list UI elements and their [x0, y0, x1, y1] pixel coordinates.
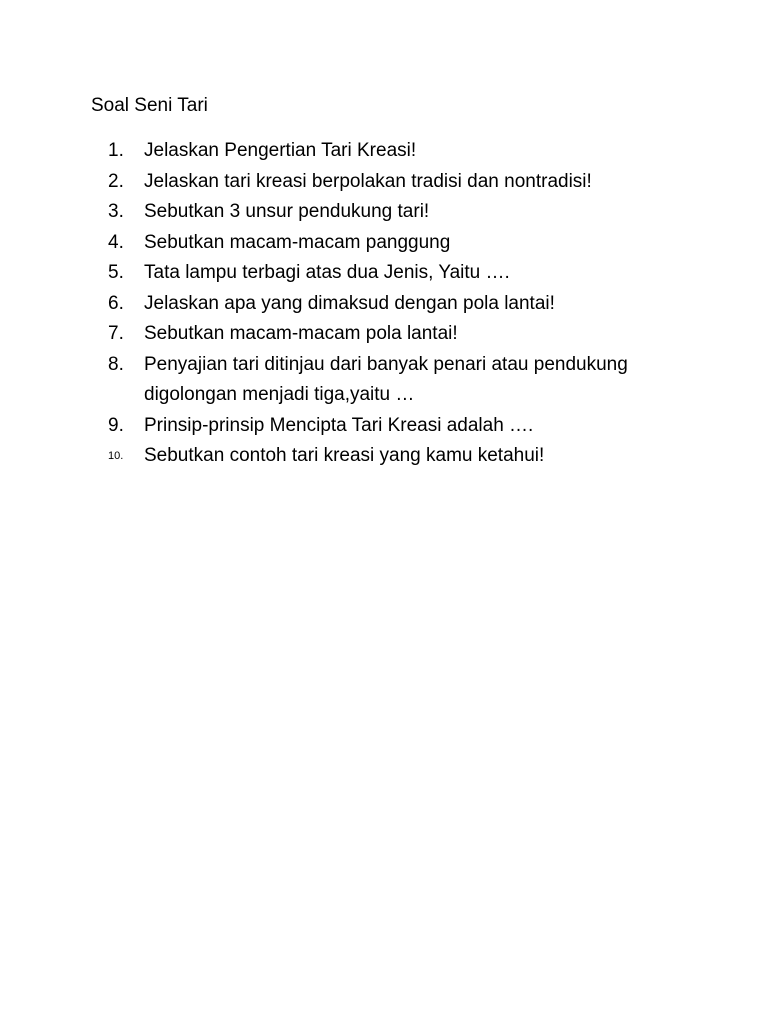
question-number: 10. [108, 450, 124, 462]
question-text: Sebutkan contoh tari kreasi yang kamu ketahui! [144, 445, 545, 466]
question-text: Sebutkan 3 unsur pendukung tari! [144, 201, 430, 222]
question-number: 6. [108, 292, 124, 314]
question-text: Sebutkan macam-macam pola lantai! [144, 323, 458, 344]
question-text: Jelaskan tari kreasi berpolakan tradisi dan nontradisi! [144, 170, 592, 192]
question-text: Jelaskan Pengertian Tari Kreasi! [144, 140, 417, 161]
question-text: Penyajian tari ditinjau dari banyak penari atau pendukung digolongan menjadi tiga,yaitu … [144, 353, 628, 405]
question-list [0, 136, 768, 472]
question-number: 1. [108, 140, 124, 161]
question-item [0, 228, 768, 259]
question-number: 7. [108, 323, 124, 344]
question-number: 2. [108, 170, 124, 192]
question-item [0, 258, 768, 289]
question-item [0, 411, 768, 442]
question-text: Jelaskan apa yang dimaksud dengan pola lantai! [144, 292, 555, 314]
question-item [0, 136, 768, 167]
question-item [0, 167, 768, 198]
question-number: 8. [108, 353, 124, 375]
question-item [0, 197, 768, 228]
question-item [0, 289, 768, 320]
question-item [0, 319, 768, 350]
question-text: Prinsip-prinsip Mencipta Tari Kreasi adalah …. [144, 414, 534, 436]
question-number: 3. [108, 201, 124, 222]
question-text: Sebutkan macam-macam panggung [144, 231, 451, 253]
question-item [0, 441, 768, 472]
question-number: 9. [108, 414, 124, 436]
document-title: Soal Seni Tari [91, 95, 208, 116]
question-text: Tata lampu terbagi atas dua Jenis, Yaitu …. [144, 262, 510, 283]
question-number: 5. [108, 262, 124, 283]
question-item [0, 350, 768, 411]
question-number: 4. [108, 231, 124, 253]
